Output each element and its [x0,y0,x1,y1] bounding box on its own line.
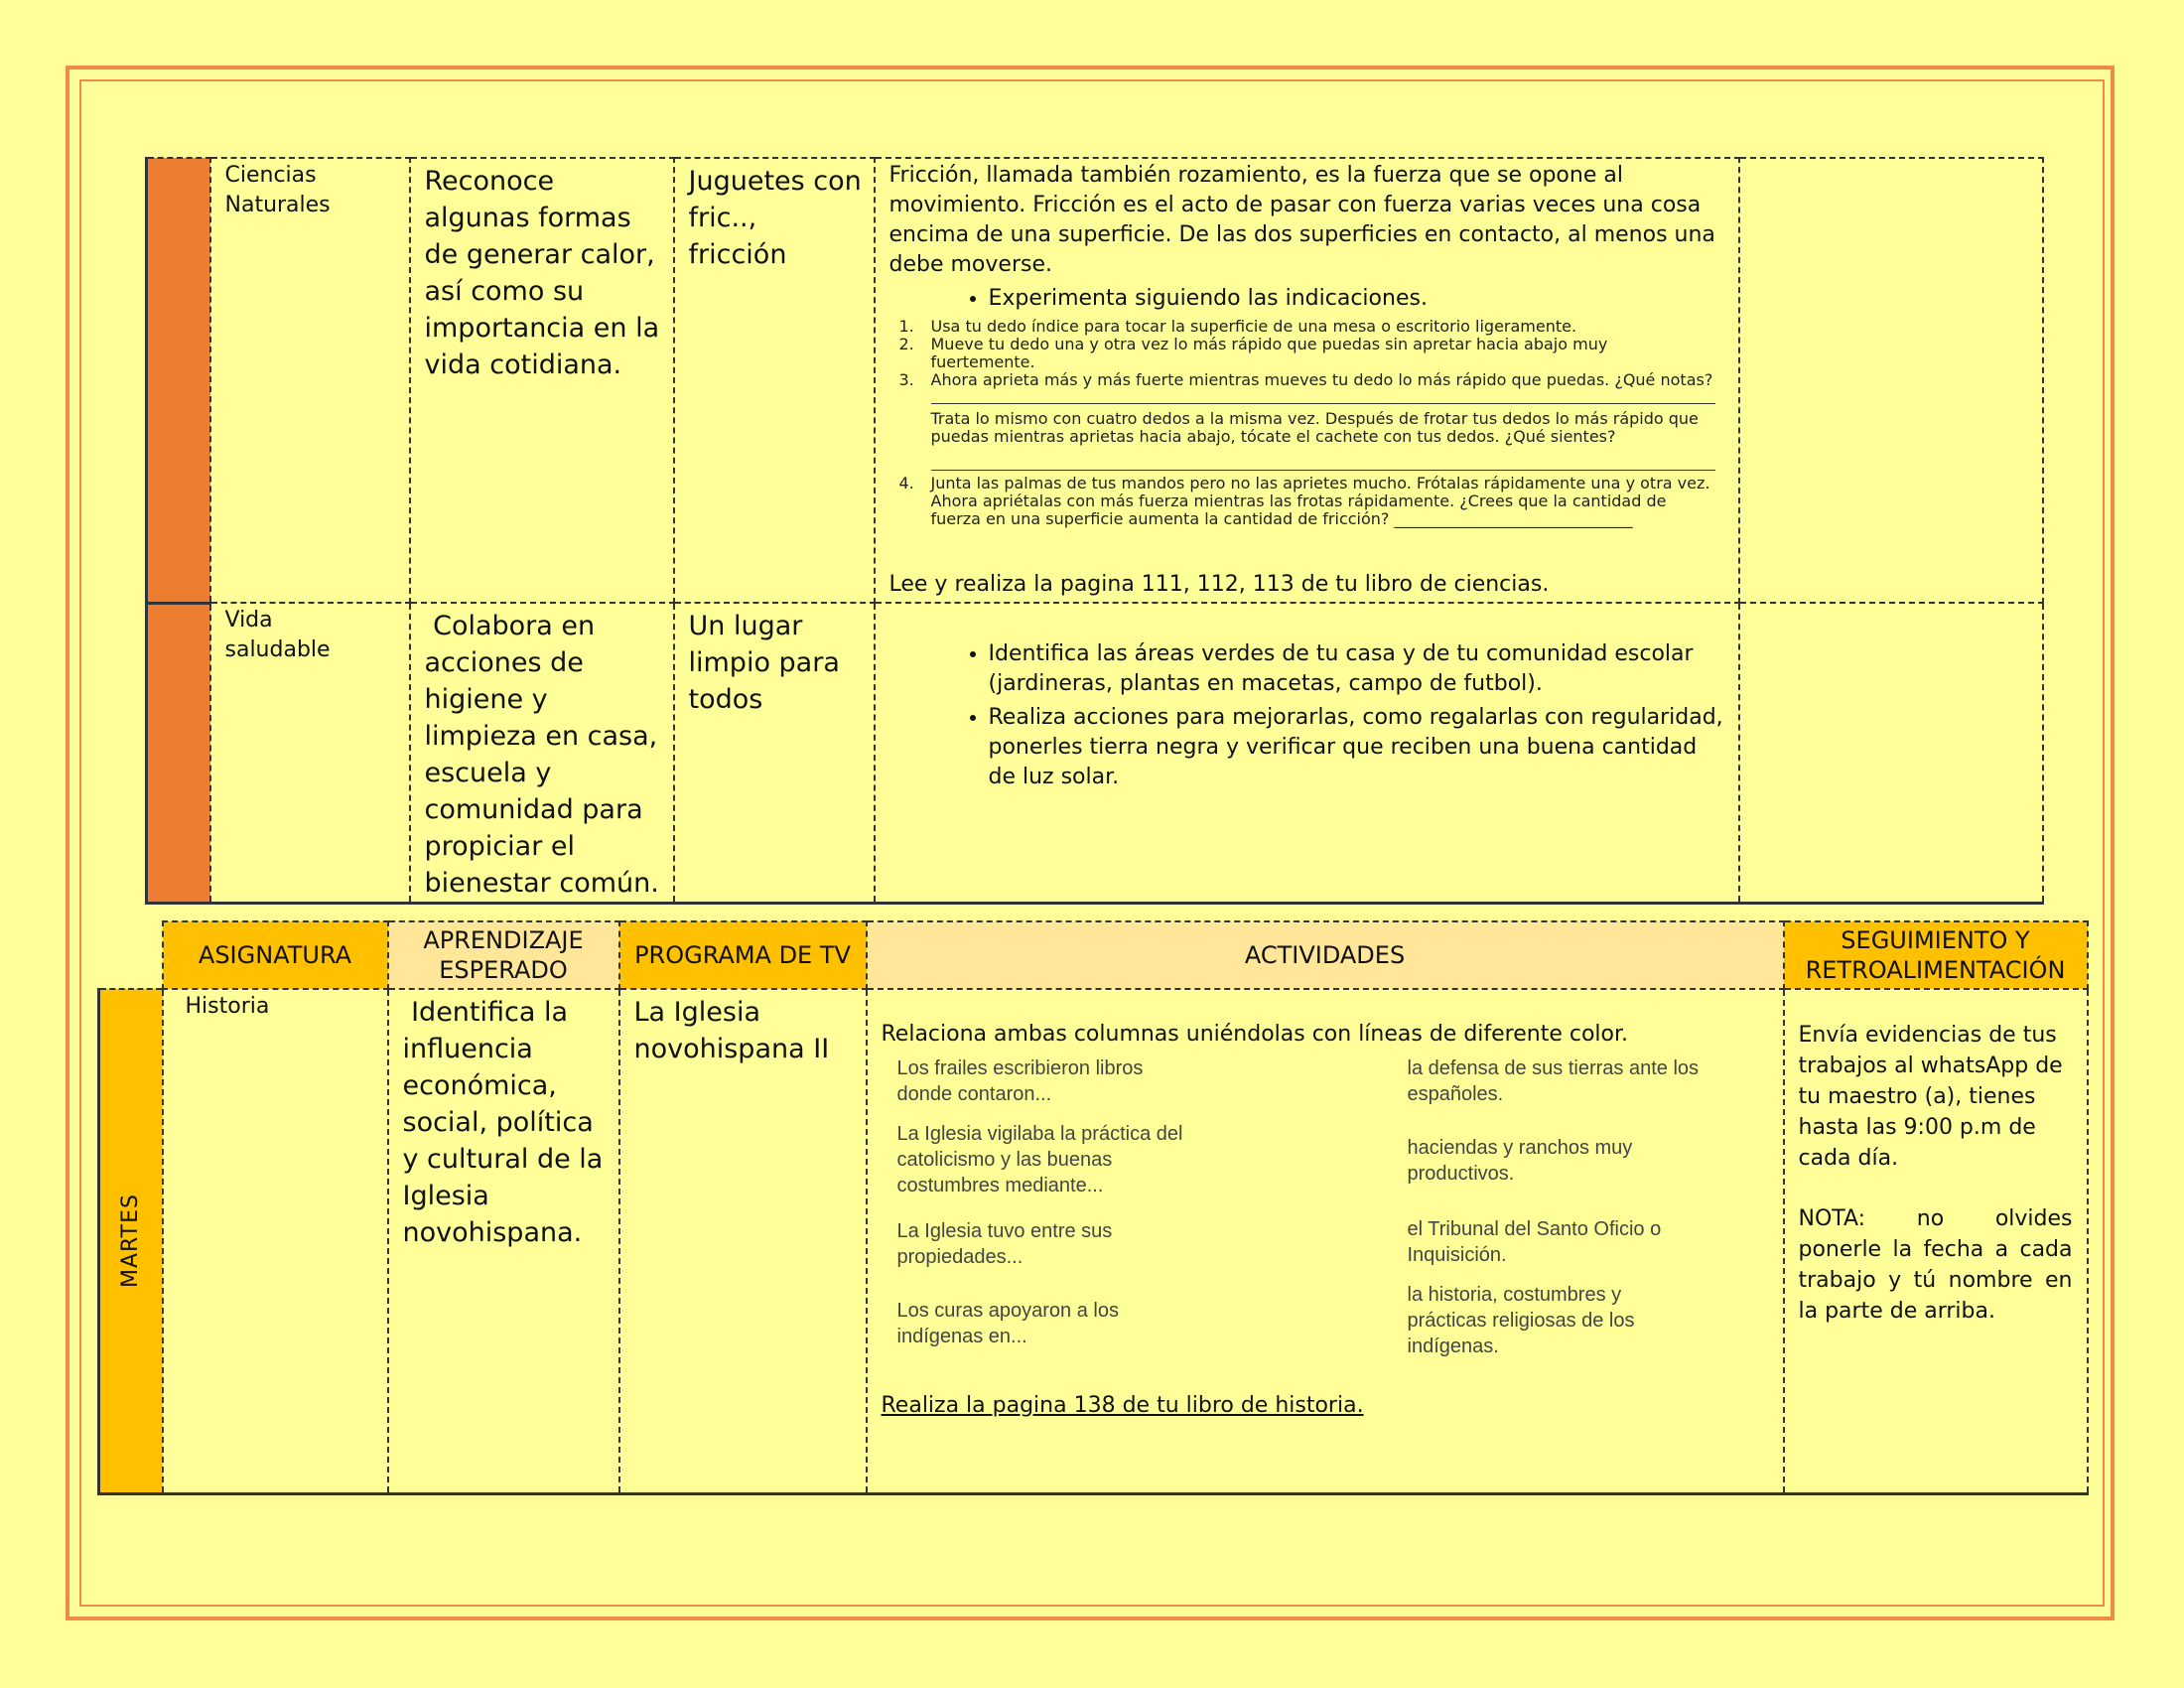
followup-cell [1739,158,2043,603]
step-text: Junta las palmas de tus mandos pero no las aprietes mucho. Frótalas rápidamente una y otra vez. Ahora apriétalas con más fuerza mientras las frotas rápidamente. ¿Crees que la cantidad de fuerza en una superficie aumenta la cantidad de fricción? ______________________________ [930,474,1710,528]
subject-name: Historia [185,994,270,1019]
list-item: La Iglesia vigilaba la práctica del catolicismo y las buenas costumbres mediante... [896,1123,1183,1196]
activities-cell [875,158,1739,603]
activity-list [889,639,1724,792]
expected-learning-cell [410,603,674,904]
tv-program-cell [674,158,875,603]
list-item: la defensa de sus tierras ante los españoles. [1407,1057,1700,1105]
list-item: Los frailes escribieron libros donde contaron... [896,1057,1144,1105]
step-text: Mueve tu dedo una y otra vez lo más rápido que puedas sin apretar hacia abajo muy fuertemente. [930,335,1608,371]
expected-learning-cell [388,989,619,1493]
tv-program-cell [619,989,867,1493]
tv-program-cell [674,603,875,904]
header-corner [99,921,163,989]
schedule-table [97,920,2089,1495]
list-item: el Tribunal del Santo Oficio o Inquisición. [1407,1218,1662,1266]
followup-note: NOTA: no olvides ponerle la fecha a cada trabajo y tú nombre en la parte de arriba. [1798,1206,2073,1324]
list-item: la historia, costumbres y prácticas religiosas de los indígenas. [1407,1284,1635,1357]
table-header-row [99,921,2088,989]
subject-name: Vida saludable [224,608,331,662]
activity-list [889,284,1724,314]
step-text: Usa tu dedo índice para tocar la superficie de una mesa o escritorio ligeramente. [930,317,1577,336]
list-item: Los curas apoyaron a los indígenas en... [896,1300,1119,1347]
list-item: • Experimenta siguiendo las indicaciones. [989,284,1724,314]
day-label: MARTES [118,1194,144,1289]
expected-learning-text: Reconoce algunas formas de generar calor, así como su importancia en la vida cotidiana. [424,166,660,380]
step-number: 4. [898,474,914,492]
step-number: 2. [898,335,914,353]
table-row [147,158,2043,603]
subject-cell [210,603,410,904]
tv-program-text: La Iglesia novohispana II [633,997,830,1064]
list-item [899,336,1724,371]
subject-name: Ciencias Naturales [224,163,331,217]
day-color-bar [147,603,210,904]
activities-cell [875,603,1739,904]
followup-cell [1784,989,2088,1493]
expected-learning-text: Identifica la influencia económica, social, política y cultural de la Iglesia novohispana. [402,997,612,1248]
header-followup: SEGUIMIENTO Y RETROALIMENTACIÓN [1784,921,2088,989]
activity-intro: Fricción, llamada también rozamiento, es la fuerza que se opone al movimiento. Fricción es el acto de pasar con fuerza varias veces una cosa encima de una superficie. De las dos superficies en contacto, al menos una debe moverse. [888,163,1715,277]
subject-cell [163,989,388,1493]
activities-cell [867,989,1784,1493]
followup-cell [1739,603,2043,904]
matching-right-column [1408,1055,1735,1373]
header-expected-learning: APRENDIZAJE ESPERADO [388,921,619,989]
list-item: La Iglesia tuvo entre sus propiedades... [896,1220,1113,1268]
table-row [99,989,2088,1493]
header-activities: ACTIVIDADES [867,921,1784,989]
schedule-table-continued [145,157,2044,905]
answer-line [931,397,1715,404]
day-color-bar [147,158,210,603]
list-item: • Realiza acciones para mejorarlas, como regalarlas con regularidad, ponerles tierra negra y verificar que reciben una buena cantidad de luz solar. [989,703,1724,792]
list-item [899,318,1724,336]
activity-note: Lee y realiza la pagina 111, 112, 113 de tu libro de ciencias. [888,572,1550,597]
step-text: Trata lo mismo con cuatro dedos a la misma vez. Después de frotar tus dedos lo más rápido que puedas mientras aprietas hacia abajo, tócate el cachete con tus dedos. ¿Qué sientes? [930,409,1699,446]
matching-left-column [882,1055,1408,1373]
header-subject: ASIGNATURA [163,921,388,989]
list-item: • Identifica las áreas verdes de tu casa y de tu comunidad escolar (jardineras, plantas en macetas, campo de futbol). [989,639,1724,699]
list-item [899,371,1724,389]
expected-learning-cell [410,158,674,603]
list-item: haciendas y ranchos muy productivos. [1407,1137,1633,1185]
activity-note: Realiza la pagina 138 de tu libro de historia. [881,1393,1364,1418]
tv-program-text: Un lugar limpio para todos [688,611,840,715]
step-text: Ahora aprieta más y más fuerte mientras mueves tu dedo lo más rápido que puedas. ¿Qué notas? [930,370,1713,389]
answer-line [931,464,1715,471]
table-row [147,603,2043,904]
tv-program-text: Juguetes con fric.., fricción [688,166,862,270]
followup-text: Envía evidencias de tus trabajos al whatsApp de tu maestro (a), tienes hasta las 9:00 p.m de cada día. [1798,1023,2063,1171]
header-tv-program: PROGRAMA DE TV [619,921,867,989]
list-item [899,475,1724,528]
subject-cell [210,158,410,603]
expected-learning-text: Colabora en acciones de higiene y limpieza en casa, escuela y comunidad para propiciar el bienestar común. [424,611,666,899]
matching-columns [882,1055,1769,1373]
activity-instruction: Relaciona ambas columnas uniéndolas con líneas de diferente color. [881,1022,1629,1047]
worksheet-image [889,318,1724,528]
step-number: 1. [898,317,914,336]
step-number: 3. [898,370,914,389]
day-label-cell [99,989,163,1493]
